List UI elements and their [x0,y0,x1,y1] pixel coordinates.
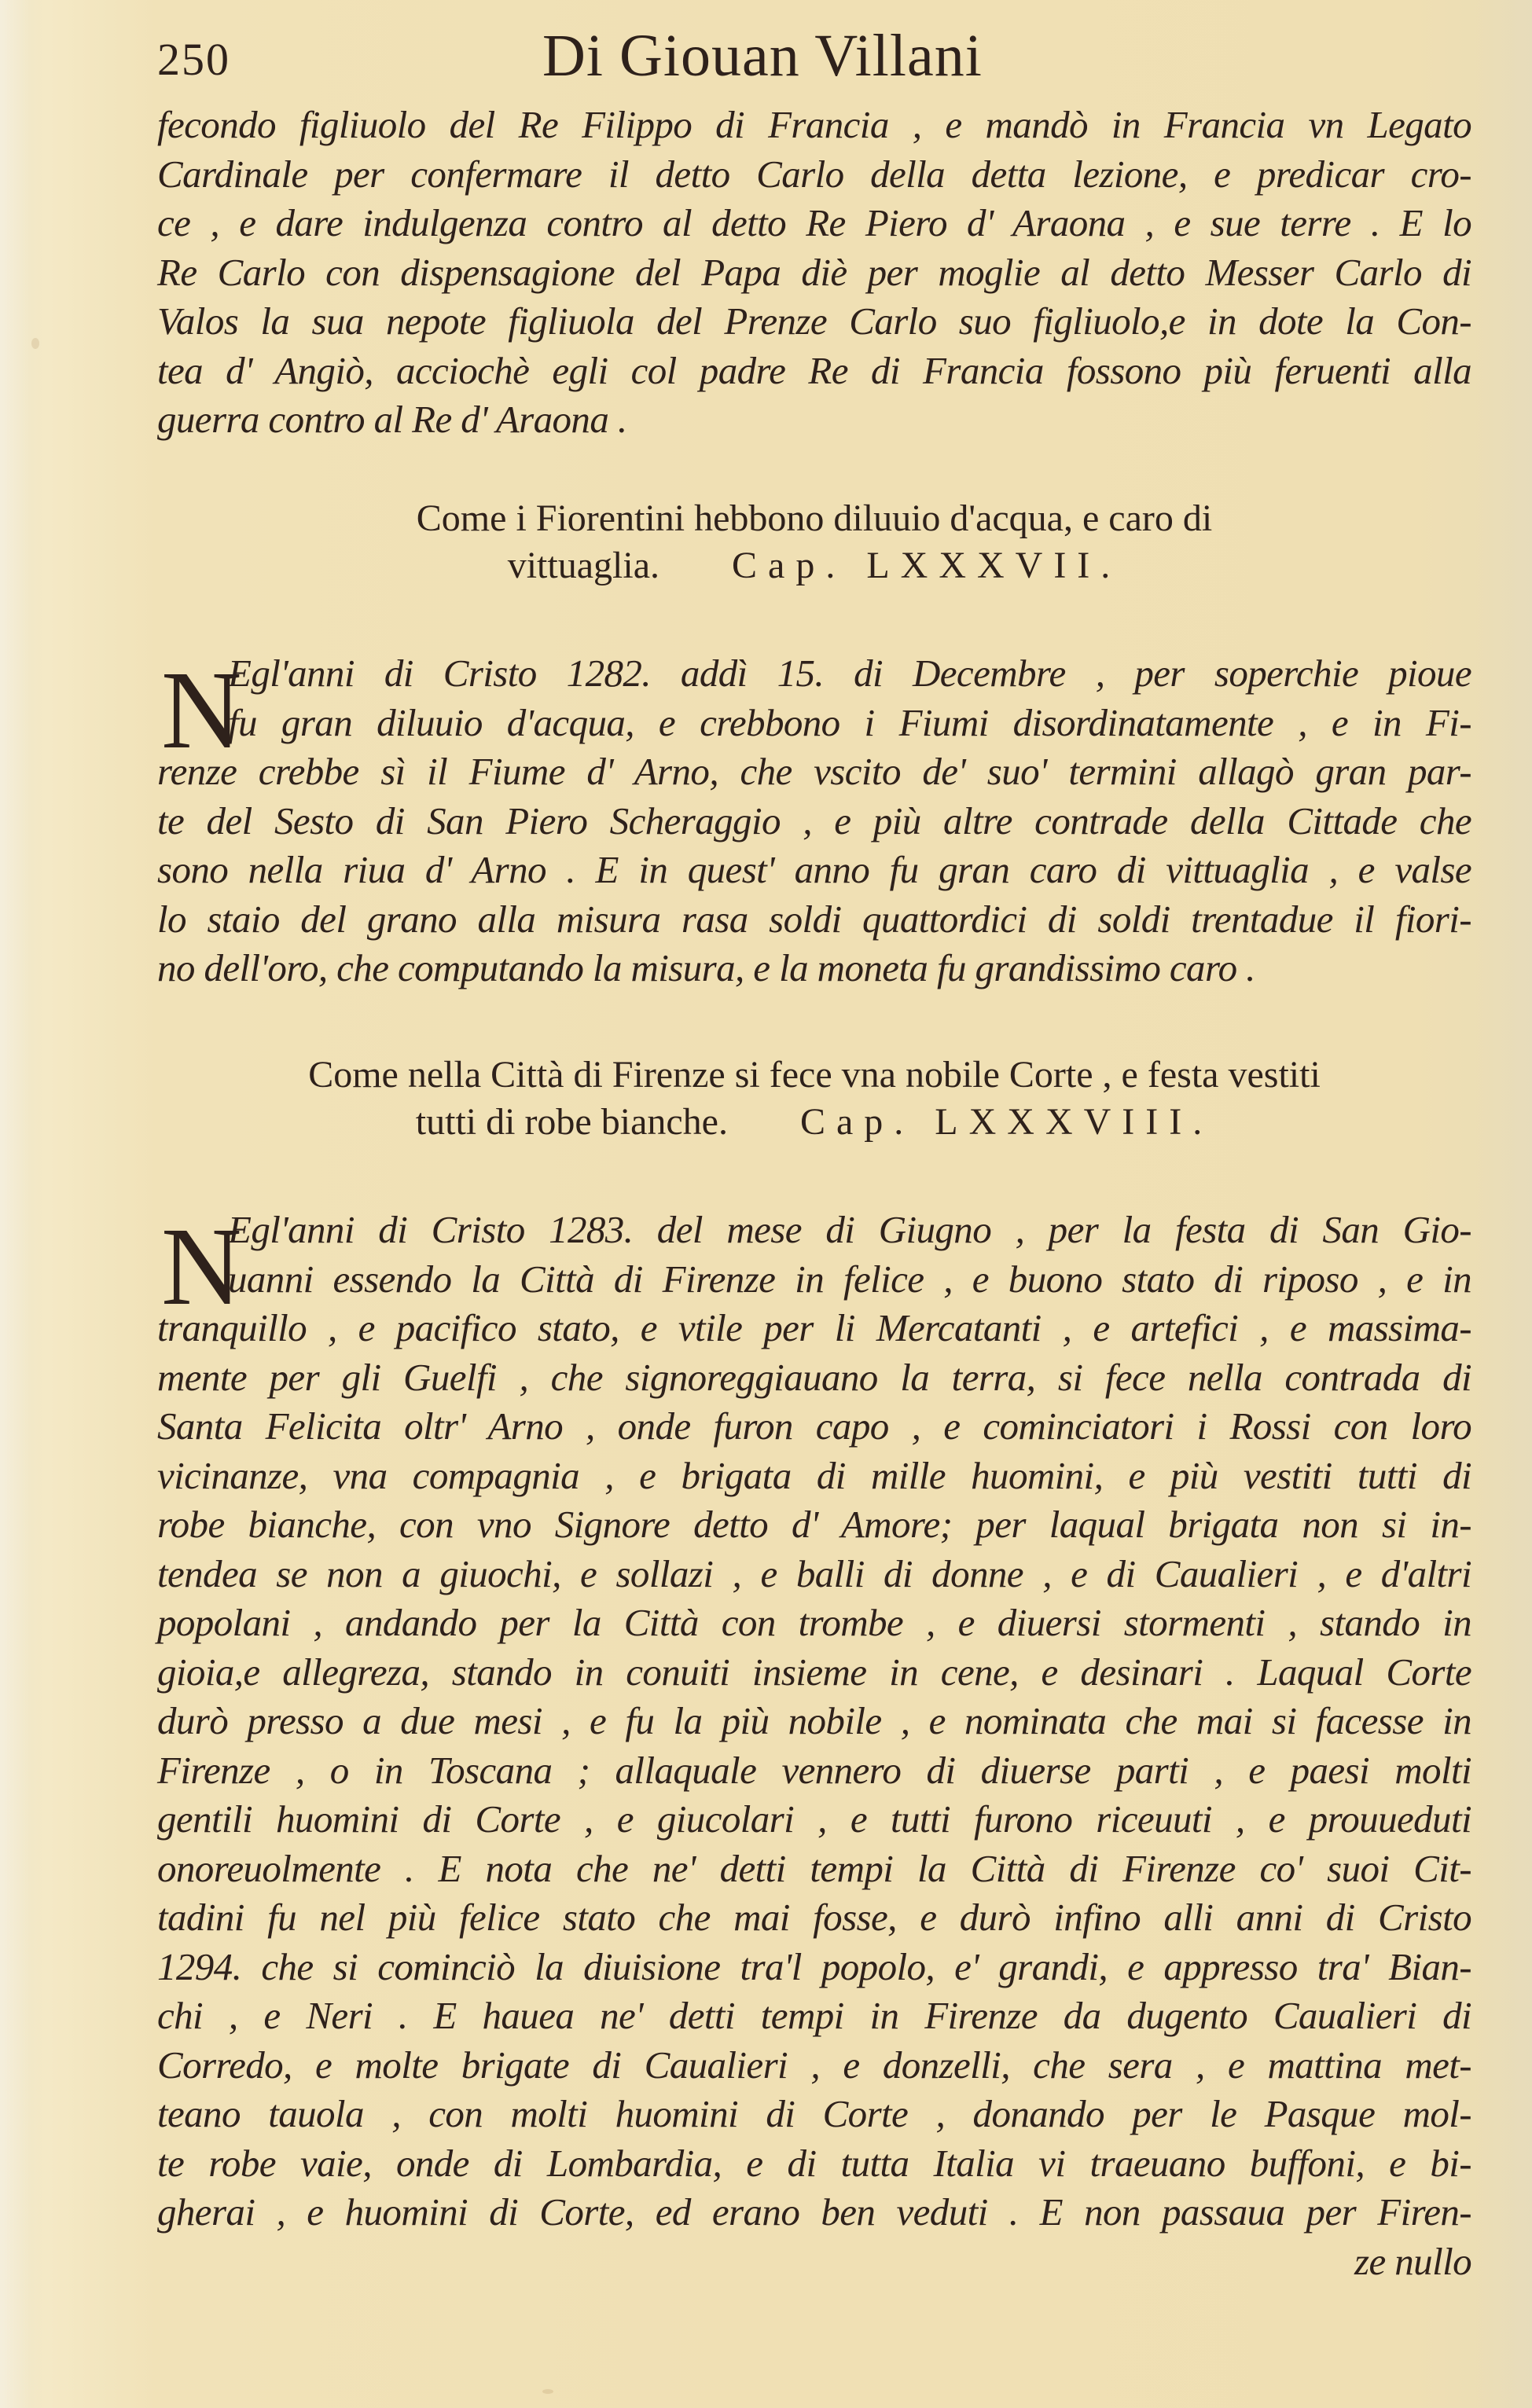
text-line: te del Sesto di San Piero Scheraggio , e più altre contrade della Cittade che [157,798,1471,842]
heading-line: vittuaglia. [507,545,660,586]
paper-stain [542,2389,553,2394]
text-line: Re Carlo con dispensagione del Papa diè per moglie al detto Messer Carlo di [157,250,1471,294]
chapter-heading-87 [157,495,1471,589]
text-line: lo staio del grano alla misura rasa soldi quattordici di soldi trentadue il fiori- [157,897,1471,941]
text-line: renze crebbe sì il Fiume d' Arno, che vscito de' suo' termini allagò gran par- [157,750,1471,793]
text-line: Egl'anni di Cristo 1283. del mese di Giugno , per la festa di San Gio- [228,1208,1471,1251]
paper-stain [31,338,39,349]
text-line: Egl'anni di Cristo 1282. addì 15. di Decembre , per soperchie pioue [228,652,1471,695]
chapter-number: Cap. LXXXVIII. [799,1101,1214,1143]
page-edge-shadow [0,0,31,2408]
text-line: Santa Felicita oltr' Arno , onde furon capo , e cominciatori i Rossi con loro [157,1404,1471,1448]
text-line: tranquillo , e pacifico stato, e vtile per li Mercatanti , e artefici , e massima- [157,1306,1471,1349]
text-line: mente per gli Guelfi , che signoreggiauano la terra, si fece nella contrada di [157,1355,1471,1399]
text-line: uanni essendo la Città di Firenze in felice , e buono stato di riposo , e in [228,1257,1471,1301]
heading-line: Come i Fiorentini hebbono diluuio d'acqua, e caro di [416,497,1213,539]
page-gutter-shadow [1477,0,1532,2408]
page-number: 250 [157,34,230,85]
chapter-87-text [157,649,1471,993]
text-line: Valos la sua nepote figliuola del Prenze Carlo suo figliuolo,e in dote la Con- [157,299,1471,343]
chapter-88-text [157,1206,1471,2286]
chapter-number: Cap. LXXXVII. [732,545,1122,586]
text-line: durò presso a due mesi , e fu la più nobile , e nominata che mai si facesse in [157,1699,1471,1742]
text-line: no dell'oro, che computando la misura, e la moneta fu grandissimo caro . [157,946,1255,989]
running-title: Di Giouan Villani [542,23,983,89]
heading-line-with-cap [157,542,1471,589]
text-line: Firenze , o in Toscana ; allaquale vennero di diuerse parti , e paesi molti [157,1748,1471,1792]
text-line: sono nella riua d' Arno . E in quest' anno fu gran caro di vittuaglia , e valse [157,848,1471,891]
text-line: tadini fu nel più felice stato che mai fosse, e durò infino alli anni di Cristo [157,1896,1471,1939]
text-line: ce , e dare indulgenza contro al detto Re Piero d' Araona , e sue terre . E lo [157,201,1471,244]
text-line: te robe vaie, onde di Lombardia, e di tutta Italia vi traeuano buffoni, e bi- [157,2141,1471,2185]
text-line: tea d' Angiò, acciochè egli col padre Re di Francia fossono più feruenti alla [157,348,1471,392]
continuation-paragraph [157,101,1471,445]
text-line: chi , e Neri . E hauea ne' detti tempi in Firenze da dugento Caualieri di [157,1994,1471,2037]
running-head [157,22,1470,89]
drop-cap: N [161,648,242,772]
text-line: fu gran diluuio d'acqua, e crebbono i Fiumi disordinatamente , e in Fi- [228,700,1471,744]
heading-line-with-cap [157,1099,1471,1146]
text-line: gherai , e huomini di Corte, ed erano ben veduti . E non passaua per Firen- [157,2190,1471,2234]
text-line: teano tauola , con molti huomini di Corte , donando per le Pasque mol- [157,2092,1471,2135]
text-line: popolani , andando per la Città con trombe , e diuersi stormenti , stando in [157,1601,1471,1644]
text-line: gioia,e allegreza, stando in conuiti insieme in cene, e desinari . Laqual Corte [157,1650,1471,1694]
text-line: fecondo figliuolo del Re Filippo di Francia , e mandò in Francia vn Legato [157,103,1471,146]
text-line: guerra contro al Re d' Araona . [157,398,627,441]
text-line: robe bianche, con vno Signore detto d' Amore; per laqual brigata non si in- [157,1503,1471,1546]
text-line: onoreuolmente . E nota che ne' detti tempi la Città di Firenze co' suoi Cit- [157,1846,1471,1890]
text-line: 1294. che si cominciò la diuisione tra'l popolo, e' grandi, e appresso tra' Bian- [157,1944,1471,1988]
drop-cap: N [161,1204,242,1328]
catchword: ze nullo [1354,2239,1471,2283]
text-line: tendea se non a giuochi, e sollazi , e balli di donne , e di Caualieri , e d'altri [157,1551,1471,1595]
heading-line: Come nella Città di Firenze si fece vna nobile Corte , e festa vestiti [308,1054,1321,1096]
text-line: Corredo, e molte brigate di Caualieri , e donzelli, che sera , e mattina met- [157,2043,1471,2087]
text-line: Cardinale per confermare il detto Carlo della detta lezione, e predicar cro- [157,152,1471,196]
text-line: vicinanze, vna compagnia , e brigata di mille huomini, e più vestiti tutti di [157,1453,1471,1497]
heading-line: tutti di robe bianche. [415,1101,728,1143]
chapter-heading-88 [157,1052,1471,1146]
text-line: gentili huomini di Corte , e giucolari , e tutti furono riceuuti , e prouueduti [157,1797,1471,1841]
